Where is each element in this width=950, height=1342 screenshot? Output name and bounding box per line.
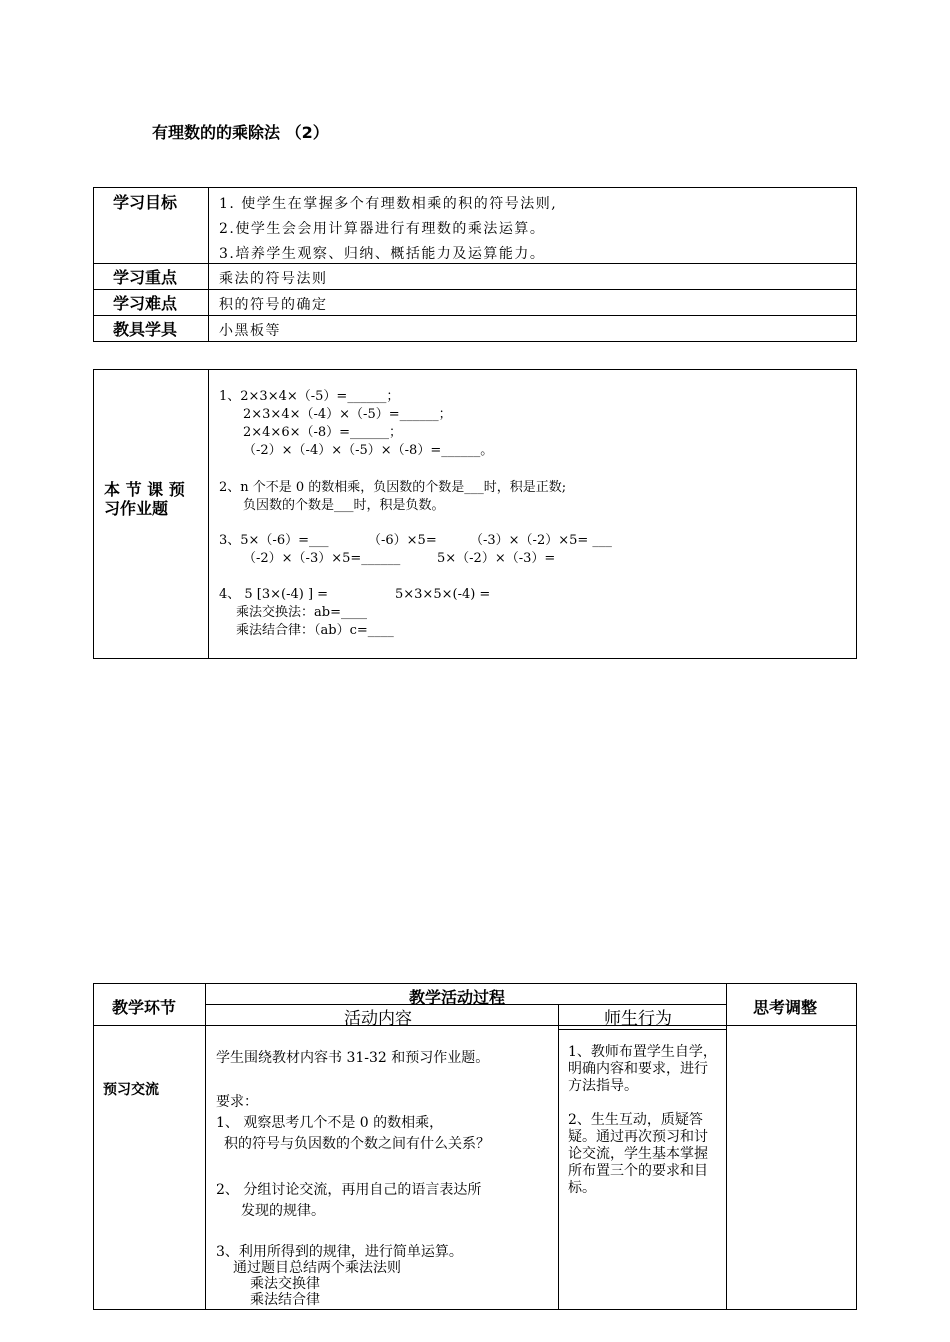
key-point-text: 乘法的符号法则 <box>219 271 328 287</box>
content-line-5: 2、 分组讨论交流，再用自己的语言表达所 <box>216 1182 482 1198</box>
header-process: 教学活动过程 <box>409 988 506 1007</box>
q2-line-2: 负因数的个数是___时，积是负数。 <box>243 498 445 513</box>
q1-line-2: 2×3×4×（-4）×（-5）=______； <box>243 407 452 422</box>
content-line-2: 要求： <box>216 1094 258 1110</box>
behavior-item-1: 1、教师布置学生自学，明确内容和要求，进行方法指导。 <box>568 1044 717 1094</box>
content-line-1: 学生围绕教材内容书 31-32 和预习作业题。 <box>216 1050 490 1066</box>
q3-item-5: 5×（-2）×（-3）= <box>437 551 556 566</box>
q4-line-3: 乘法交换法：ab=____ <box>236 605 367 620</box>
content-line-8: 通过题目总结两个乘法法则 <box>233 1260 401 1276</box>
content-line-6: 发现的规律。 <box>241 1203 325 1219</box>
q1-line-4: （-2）×（-4）×（-5）×（-8）=______。 <box>243 443 494 458</box>
q2-line-1: 2、n 个不是 0 的数相乘，负因数的个数是___时，积是正数; <box>219 480 567 495</box>
content-line-4: 积的符号与负因数的个数之间有什么关系？ <box>224 1136 490 1152</box>
q3-item-1: 3、5×（-6）=___ <box>219 533 329 548</box>
label-difficulty: 学习难点 <box>113 294 178 313</box>
q4-line-4: 乘法结合律：（ab）c=____ <box>236 623 394 638</box>
goal-line-1: 1. 使学生在掌握多个有理数相乘的积的符号法则, <box>219 196 558 212</box>
difficulty-text: 积的符号的确定 <box>219 297 328 313</box>
q4-item-2: 5×3×5×(-4) = <box>395 587 491 602</box>
label-teaching-aids: 教具学具 <box>113 320 178 339</box>
content-line-9: 乘法交换律 <box>250 1276 320 1292</box>
header-behavior: 师生行为 <box>604 1009 672 1029</box>
q3-item-2: （-6）×5= <box>368 533 437 548</box>
header-adjust: 思考调整 <box>753 998 818 1017</box>
goal-line-2: 2.使学生会会用计算器进行有理数的乘法运算。 <box>219 221 546 237</box>
behavior-item-2: 2、生生互动，质疑答疑。通过再次预习和讨论交流，学生基本掌握所布置三个的要求和目标。 <box>568 1112 708 1196</box>
teaching-aids-text: 小黑板等 <box>219 323 281 339</box>
content-line-10: 乘法结合律 <box>250 1292 320 1308</box>
q3-item-4: （-2）×（-3）×5=______ <box>243 551 401 566</box>
label-learning-goal: 学习目标 <box>113 193 178 212</box>
content-line-3: 1、 观察思考几个不是 0 的数相乘， <box>216 1115 444 1131</box>
q3-item-3: （-3）×（-2）×5= ___ <box>470 533 612 548</box>
content-line-7: 3、利用所得到的规律，进行简单运算。 <box>216 1244 463 1260</box>
header-content: 活动内容 <box>344 1009 412 1029</box>
preview-label-line-2: 习作业题 <box>104 499 169 518</box>
header-stage: 教学环节 <box>112 998 177 1017</box>
page-title: 有理数的的乘除法 （2） <box>152 123 329 142</box>
stage-name: 预习交流 <box>103 1082 159 1098</box>
label-key-point: 学习重点 <box>113 268 178 287</box>
q4-item-1: 4、 5 [3×(-4) ] = <box>219 587 329 602</box>
goal-line-3: 3.培养学生观察、归纳、概括能力及运算能力。 <box>219 246 546 262</box>
preview-label-line-1: 本 节 课 预 <box>104 480 185 499</box>
q1-line-1: 1、2×3×4×（-5）=______； <box>219 389 400 404</box>
q1-line-3: 2×4×6×（-8）=______； <box>243 425 403 440</box>
